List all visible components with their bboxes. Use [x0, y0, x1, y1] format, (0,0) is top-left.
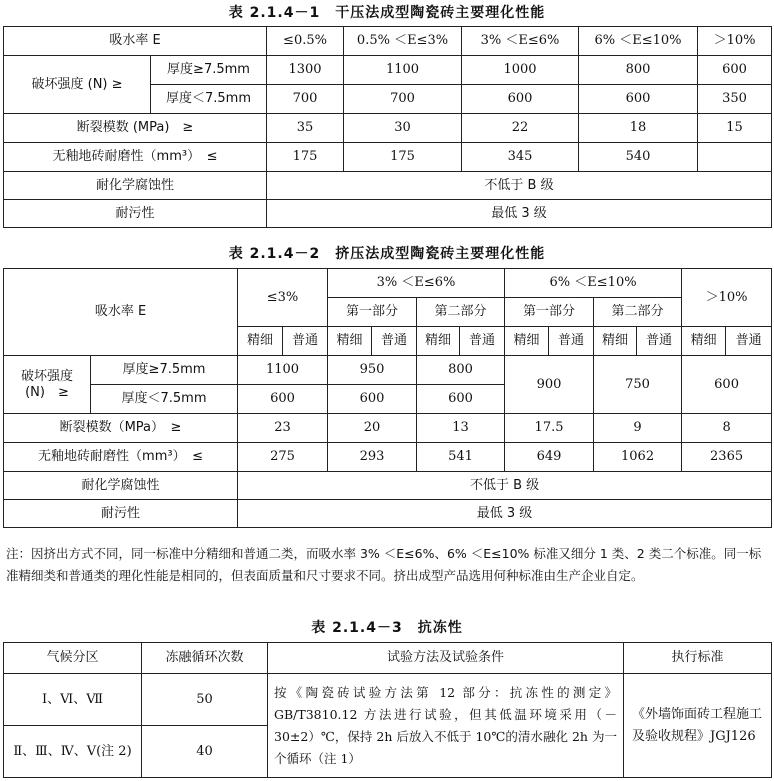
t2-chem-label: 耐化学腐蚀性 — [4, 472, 238, 500]
t2-fine: 精细 — [417, 327, 460, 356]
t2-strength-label-line2: (N) ≥ — [25, 384, 69, 400]
t1-modulus-label: 断裂模数 (MPa) ≥ — [4, 114, 267, 143]
t2-thick-ge: 厚度≥7.5mm — [91, 356, 238, 385]
t1-chem-label: 耐化学腐蚀性 — [4, 172, 267, 200]
t1-thick-lt: 厚度＜7.5mm — [151, 85, 267, 114]
t2-cell: 23 — [238, 414, 328, 443]
t2-part: 第二部分 — [417, 298, 505, 327]
t2-stain-label: 耐污性 — [4, 500, 238, 528]
t2-cell: 800 — [417, 356, 505, 385]
table1-title: 表 2.1.4－1 干压法成型陶瓷砖主要理化性能 — [228, 5, 546, 21]
t2-cell: 600 — [417, 385, 505, 414]
t1-cell: 175 — [344, 143, 462, 172]
t3-cycles: 40 — [142, 726, 268, 778]
t2-stain-value: 最低 3 级 — [238, 500, 772, 528]
t1-cell: 1300 — [267, 56, 344, 85]
t1-stain-value: 最低 3 级 — [267, 200, 772, 228]
t3-method: 按《陶瓷砖试验方法第 12 部分：抗冻性的测定》GB/T3810.12 方法进行试验，但其低温环境采用（－30±2）℃，保持 2h 后放入不低于 10℃的清水融化 2h 为一个循环（注 1） — [268, 674, 624, 778]
table2-note: 注：因挤出方式不同，同一标准中分精细和普通二类，而吸水率 3% ＜E≤6%、6% ＜E≤10% 标准又细分 1 类、2 类二个标准。同一标准精细类和普通类的理化性能是相同的，但表面质量和尺寸要求不同。挤出成型产品选用何种标准由生产企业自定。 — [6, 546, 762, 583]
t2-cell: 541 — [417, 443, 505, 472]
t2-cell: 20 — [328, 414, 417, 443]
t2-group: 3% ＜E≤6% — [328, 269, 505, 298]
t1-stain-label: 耐污性 — [4, 200, 267, 228]
t2-wear-label: 无釉地砖耐磨性（mm³） ≤ — [4, 443, 238, 472]
t3-header: 试验方法及试验条件 — [268, 643, 624, 674]
t1-thick-ge: 厚度≥7.5mm — [151, 56, 267, 85]
t1-cell: 345 — [462, 143, 579, 172]
t2-normal: 普通 — [372, 327, 417, 356]
t1-header-label: 吸水率 E — [4, 27, 267, 56]
t1-header-col: ＞10% — [698, 27, 772, 56]
t2-cell: 600 — [328, 385, 417, 414]
t2-group: 6% ＜E≤10% — [505, 269, 682, 298]
t2-cell: 950 — [328, 356, 417, 385]
table3-title: 表 2.1.4－3 抗冻性 — [311, 620, 463, 636]
t2-cell: 1062 — [594, 443, 682, 472]
t2-fine: 精细 — [505, 327, 549, 356]
t1-cell: 175 — [267, 143, 344, 172]
table2 — [3, 268, 772, 528]
t2-part: 第二部分 — [594, 298, 682, 327]
t2-normal: 普通 — [283, 327, 328, 356]
t3-header: 执行标准 — [624, 643, 772, 674]
t1-cell: 1000 — [462, 56, 579, 85]
t1-strength-label: 破坏强度 (N) ≥ — [4, 56, 151, 114]
t1-cell: 600 — [698, 56, 772, 85]
table3 — [3, 642, 772, 778]
t1-cell: 540 — [579, 143, 698, 172]
t1-cell: 350 — [698, 85, 772, 114]
t2-part: 第一部分 — [505, 298, 594, 327]
t3-zone: Ⅱ、Ⅲ、Ⅳ、Ⅴ(注 2) — [4, 726, 142, 778]
t1-header-col: 6% ＜E≤10% — [579, 27, 698, 56]
t2-cell: 1100 — [238, 356, 328, 385]
t2-cell: 750 — [594, 356, 682, 414]
t3-header: 冻融循环次数 — [142, 643, 268, 674]
t2-cell: 8 — [682, 414, 772, 443]
t2-fine: 精细 — [682, 327, 726, 356]
t1-cell: 35 — [267, 114, 344, 143]
t2-cell: 2365 — [682, 443, 772, 472]
t1-header-col: 3% ＜E≤6% — [462, 27, 579, 56]
t2-cell: 9 — [594, 414, 682, 443]
t1-cell — [698, 143, 772, 172]
t1-cell: 1100 — [344, 56, 462, 85]
t1-cell: 600 — [579, 85, 698, 114]
t1-wear-label: 无釉地砖耐磨性（mm³） ≤ — [4, 143, 267, 172]
t2-cell: 293 — [328, 443, 417, 472]
t2-cell: 13 — [417, 414, 505, 443]
t1-cell: 18 — [579, 114, 698, 143]
t3-header: 气候分区 — [4, 643, 142, 674]
t1-cell: 700 — [267, 85, 344, 114]
t3-cycles: 50 — [142, 674, 268, 726]
t2-normal: 普通 — [460, 327, 505, 356]
table1 — [3, 26, 772, 228]
t2-cell: 900 — [505, 356, 594, 414]
t2-cell: 275 — [238, 443, 328, 472]
t2-fine: 精细 — [238, 327, 283, 356]
t2-fine: 精细 — [328, 327, 372, 356]
t1-cell: 15 — [698, 114, 772, 143]
t2-group: ＞10% — [682, 269, 772, 327]
t2-group: ≤3% — [238, 269, 328, 327]
t2-strength-label-line1: 破坏强度 — [20, 368, 73, 384]
t2-chem-value: 不低于 B 级 — [238, 472, 772, 500]
t2-strength-label — [4, 356, 91, 414]
t2-part: 第一部分 — [328, 298, 417, 327]
t1-header-col: 0.5% ＜E≤3% — [344, 27, 462, 56]
t2-modulus-label: 断裂模数（MPa） ≥ — [4, 414, 238, 443]
t2-normal: 普通 — [726, 327, 772, 356]
t1-header-col: ≤0.5% — [267, 27, 344, 56]
t1-cell: 30 — [344, 114, 462, 143]
t2-fine: 精细 — [594, 327, 637, 356]
t3-standard: 《外墙饰面砖工程施工及验收规程》JGJ126 — [624, 674, 772, 778]
t2-thick-lt: 厚度＜7.5mm — [91, 385, 238, 414]
t2-cell: 17.5 — [505, 414, 594, 443]
t1-cell: 600 — [462, 85, 579, 114]
t2-header-label: 吸水率 E — [4, 269, 238, 356]
t2-normal: 普通 — [549, 327, 594, 356]
t2-cell: 649 — [505, 443, 594, 472]
t1-cell: 22 — [462, 114, 579, 143]
t1-chem-value: 不低于 B 级 — [267, 172, 772, 200]
table2-title: 表 2.1.4－2 挤压法成型陶瓷砖主要理化性能 — [228, 246, 546, 262]
t2-cell: 600 — [682, 356, 772, 414]
t1-cell: 800 — [579, 56, 698, 85]
t1-cell: 700 — [344, 85, 462, 114]
t2-cell: 600 — [238, 385, 328, 414]
t2-normal: 普通 — [637, 327, 682, 356]
t3-zone: Ⅰ、Ⅵ、Ⅶ — [4, 674, 142, 726]
